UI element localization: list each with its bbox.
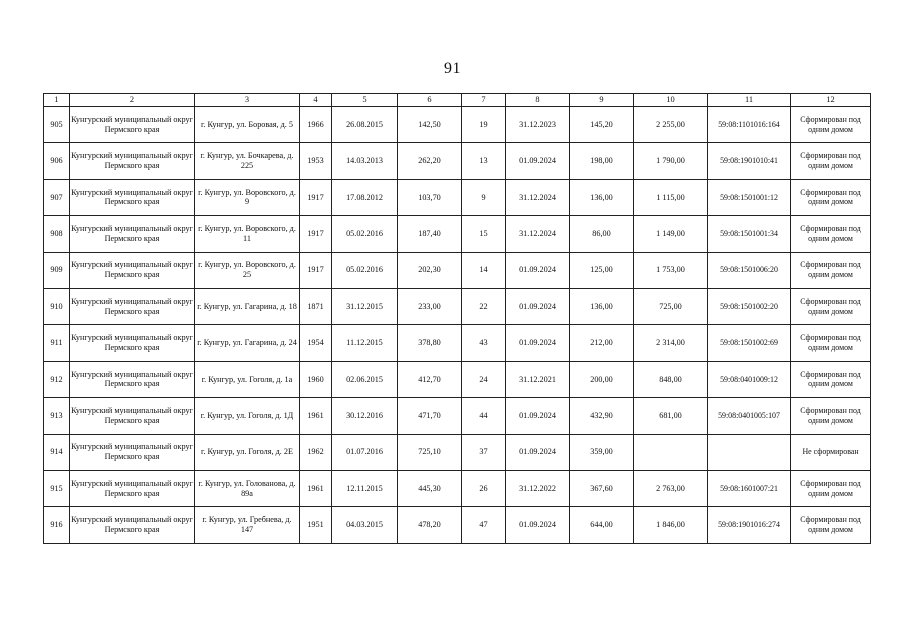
cell-term-date: 31.12.2022 xyxy=(506,470,570,506)
cell-build-year: 1961 xyxy=(300,398,332,434)
cell-address: г. Кунгур, ул. Гоголя, д. 1а xyxy=(195,361,300,397)
cell-cadastral-number: 59:08:1501001:12 xyxy=(708,179,791,215)
cell-area-2: 125,00 xyxy=(570,252,634,288)
table-row xyxy=(44,398,871,434)
cell-municipality: Кунгурский муниципальный округ Пермского края xyxy=(70,507,195,543)
cell-address: г. Кунгур, ул. Голованова, д. 89а xyxy=(195,470,300,506)
cell-area: 445,30 xyxy=(398,470,462,506)
cell-area: 478,20 xyxy=(398,507,462,543)
cell-count: 9 xyxy=(462,179,506,215)
cell-area-2: 136,00 xyxy=(570,179,634,215)
cell-area-2: 212,00 xyxy=(570,325,634,361)
cell-municipality: Кунгурский муниципальный округ Пермского края xyxy=(70,361,195,397)
cell-address: г. Кунгур, ул. Гагарина, д. 24 xyxy=(195,325,300,361)
cell-municipality: Кунгурский муниципальный округ Пермского края xyxy=(70,398,195,434)
cell-municipality: Кунгурский муниципальный округ Пермского края xyxy=(70,107,195,143)
column-header-3: 3 xyxy=(195,94,300,107)
cell-status: Не сформирован xyxy=(791,434,871,470)
cell-row-number: 912 xyxy=(44,361,70,397)
cell-address: г. Кунгур, ул. Гоголя, д. 2Е xyxy=(195,434,300,470)
column-header-6: 6 xyxy=(398,94,462,107)
table-row xyxy=(44,288,871,324)
cell-status: Сформирован под одним домом xyxy=(791,252,871,288)
cell-build-year: 1961 xyxy=(300,470,332,506)
cell-date: 12.11.2015 xyxy=(332,470,398,506)
cell-row-number: 911 xyxy=(44,325,70,361)
cell-row-number: 905 xyxy=(44,107,70,143)
cell-build-year: 1962 xyxy=(300,434,332,470)
cell-cadastral-number xyxy=(708,434,791,470)
table-body xyxy=(44,107,871,544)
cell-area-2: 198,00 xyxy=(570,143,634,179)
cell-address: г. Кунгур, ул. Бочкарева, д. 225 xyxy=(195,143,300,179)
cell-row-number: 908 xyxy=(44,216,70,252)
column-header-10: 10 xyxy=(634,94,708,107)
cell-land-area: 2 314,00 xyxy=(634,325,708,361)
cell-count: 19 xyxy=(462,107,506,143)
cell-area: 142,50 xyxy=(398,107,462,143)
cell-build-year: 1953 xyxy=(300,143,332,179)
cell-status: Сформирован под одним домом xyxy=(791,361,871,397)
column-header-12: 12 xyxy=(791,94,871,107)
cell-build-year: 1951 xyxy=(300,507,332,543)
cell-row-number: 910 xyxy=(44,288,70,324)
cell-date: 31.12.2015 xyxy=(332,288,398,324)
cell-area: 202,30 xyxy=(398,252,462,288)
cell-land-area: 2 763,00 xyxy=(634,470,708,506)
cell-cadastral-number: 59:08:1501002:69 xyxy=(708,325,791,361)
cell-row-number: 914 xyxy=(44,434,70,470)
cell-status: Сформирован под одним домом xyxy=(791,107,871,143)
cell-land-area: 1 846,00 xyxy=(634,507,708,543)
cell-address: г. Кунгур, ул. Гоголя, д. 1Д xyxy=(195,398,300,434)
cell-land-area: 725,00 xyxy=(634,288,708,324)
cell-date: 01.07.2016 xyxy=(332,434,398,470)
cell-term-date: 31.12.2023 xyxy=(506,107,570,143)
table-row xyxy=(44,252,871,288)
cell-area-2: 200,00 xyxy=(570,361,634,397)
cell-area-2: 86,00 xyxy=(570,216,634,252)
cell-row-number: 916 xyxy=(44,507,70,543)
cell-date: 14.03.2013 xyxy=(332,143,398,179)
cell-status: Сформирован под одним домом xyxy=(791,216,871,252)
column-header-2: 2 xyxy=(70,94,195,107)
cell-area: 412,70 xyxy=(398,361,462,397)
cell-term-date: 01.09.2024 xyxy=(506,288,570,324)
cell-municipality: Кунгурский муниципальный округ Пермского края xyxy=(70,143,195,179)
cell-term-date: 01.09.2024 xyxy=(506,325,570,361)
cell-status: Сформирован под одним домом xyxy=(791,288,871,324)
cell-area-2: 136,00 xyxy=(570,288,634,324)
cell-count: 44 xyxy=(462,398,506,434)
cell-cadastral-number: 59:08:0401005:107 xyxy=(708,398,791,434)
cell-date: 05.02.2016 xyxy=(332,216,398,252)
cell-row-number: 913 xyxy=(44,398,70,434)
cell-address: г. Кунгур, ул. Воровского, д. 9 xyxy=(195,179,300,215)
cell-build-year: 1917 xyxy=(300,216,332,252)
cell-term-date: 01.09.2024 xyxy=(506,252,570,288)
cell-area: 187,40 xyxy=(398,216,462,252)
cell-municipality: Кунгурский муниципальный округ Пермского края xyxy=(70,434,195,470)
cell-municipality: Кунгурский муниципальный округ Пермского края xyxy=(70,216,195,252)
cell-build-year: 1954 xyxy=(300,325,332,361)
cell-count: 14 xyxy=(462,252,506,288)
cell-status: Сформирован под одним домом xyxy=(791,470,871,506)
cell-cadastral-number: 59:08:1501002:20 xyxy=(708,288,791,324)
cell-status: Сформирован под одним домом xyxy=(791,325,871,361)
cell-cadastral-number: 59:08:1101016:164 xyxy=(708,107,791,143)
cell-count: 37 xyxy=(462,434,506,470)
cell-area: 725,10 xyxy=(398,434,462,470)
column-header-1: 1 xyxy=(44,94,70,107)
cell-term-date: 01.09.2024 xyxy=(506,434,570,470)
cell-term-date: 31.12.2024 xyxy=(506,216,570,252)
table-row xyxy=(44,107,871,143)
cell-cadastral-number: 59:08:1901016:274 xyxy=(708,507,791,543)
cell-address: г. Кунгур, ул. Гребнева, д. 147 xyxy=(195,507,300,543)
cell-area: 233,00 xyxy=(398,288,462,324)
cell-area: 103,70 xyxy=(398,179,462,215)
cell-build-year: 1960 xyxy=(300,361,332,397)
cell-count: 26 xyxy=(462,470,506,506)
column-number-row xyxy=(44,94,871,107)
cell-date: 02.06.2015 xyxy=(332,361,398,397)
cell-count: 15 xyxy=(462,216,506,252)
column-header-4: 4 xyxy=(300,94,332,107)
cell-term-date: 01.09.2024 xyxy=(506,398,570,434)
column-header-7: 7 xyxy=(462,94,506,107)
cell-date: 11.12.2015 xyxy=(332,325,398,361)
cell-area-2: 359,00 xyxy=(570,434,634,470)
cell-land-area: 1 115,00 xyxy=(634,179,708,215)
cell-status: Сформирован под одним домом xyxy=(791,398,871,434)
cell-build-year: 1966 xyxy=(300,107,332,143)
cell-count: 13 xyxy=(462,143,506,179)
cell-date: 05.02.2016 xyxy=(332,252,398,288)
cell-municipality: Кунгурский муниципальный округ Пермского края xyxy=(70,470,195,506)
cell-municipality: Кунгурский муниципальный округ Пермского края xyxy=(70,179,195,215)
cell-address: г. Кунгур, ул. Воровского, д. 25 xyxy=(195,252,300,288)
cell-date: 04.03.2015 xyxy=(332,507,398,543)
cell-count: 22 xyxy=(462,288,506,324)
cell-land-area: 2 255,00 xyxy=(634,107,708,143)
cell-row-number: 909 xyxy=(44,252,70,288)
housing-registry-table xyxy=(43,93,871,544)
table-row xyxy=(44,507,871,543)
cell-land-area: 1 790,00 xyxy=(634,143,708,179)
cell-area-2: 367,60 xyxy=(570,470,634,506)
table-row xyxy=(44,143,871,179)
page-number: 91 xyxy=(444,60,461,77)
cell-build-year: 1917 xyxy=(300,179,332,215)
cell-address: г. Кунгур, ул. Воровского, д. 11 xyxy=(195,216,300,252)
cell-row-number: 907 xyxy=(44,179,70,215)
cell-row-number: 906 xyxy=(44,143,70,179)
cell-municipality: Кунгурский муниципальный округ Пермского края xyxy=(70,288,195,324)
cell-cadastral-number: 59:08:1501006:20 xyxy=(708,252,791,288)
cell-status: Сформирован под одним домом xyxy=(791,143,871,179)
cell-cadastral-number: 59:08:1501001:34 xyxy=(708,216,791,252)
cell-land-area: 848,00 xyxy=(634,361,708,397)
cell-address: г. Кунгур, ул. Боровая, д. 5 xyxy=(195,107,300,143)
cell-date: 17.08.2012 xyxy=(332,179,398,215)
table-row xyxy=(44,179,871,215)
cell-term-date: 31.12.2024 xyxy=(506,179,570,215)
cell-date: 26.08.2015 xyxy=(332,107,398,143)
cell-term-date: 01.09.2024 xyxy=(506,507,570,543)
cell-municipality: Кунгурский муниципальный округ Пермского края xyxy=(70,252,195,288)
cell-land-area: 681,00 xyxy=(634,398,708,434)
cell-count: 47 xyxy=(462,507,506,543)
table-row xyxy=(44,216,871,252)
cell-count: 43 xyxy=(462,325,506,361)
cell-row-number: 915 xyxy=(44,470,70,506)
table-header xyxy=(44,94,871,107)
cell-cadastral-number: 59:08:1901010:41 xyxy=(708,143,791,179)
column-header-8: 8 xyxy=(506,94,570,107)
cell-term-date: 01.09.2024 xyxy=(506,143,570,179)
cell-term-date: 31.12.2021 xyxy=(506,361,570,397)
column-header-11: 11 xyxy=(708,94,791,107)
cell-land-area: 1 753,00 xyxy=(634,252,708,288)
cell-municipality: Кунгурский муниципальный округ Пермского края xyxy=(70,325,195,361)
cell-land-area xyxy=(634,434,708,470)
column-header-9: 9 xyxy=(570,94,634,107)
cell-cadastral-number: 59:08:0401009:12 xyxy=(708,361,791,397)
cell-cadastral-number: 59:08:1601007:21 xyxy=(708,470,791,506)
cell-date: 30.12.2016 xyxy=(332,398,398,434)
cell-area-2: 145,20 xyxy=(570,107,634,143)
cell-status: Сформирован под одним домом xyxy=(791,507,871,543)
cell-area-2: 432,90 xyxy=(570,398,634,434)
table-row xyxy=(44,434,871,470)
cell-address: г. Кунгур, ул. Гагарина, д. 18 xyxy=(195,288,300,324)
table-row xyxy=(44,470,871,506)
column-header-5: 5 xyxy=(332,94,398,107)
table-row xyxy=(44,361,871,397)
cell-land-area: 1 149,00 xyxy=(634,216,708,252)
cell-build-year: 1917 xyxy=(300,252,332,288)
cell-area-2: 644,00 xyxy=(570,507,634,543)
cell-area: 471,70 xyxy=(398,398,462,434)
cell-area: 262,20 xyxy=(398,143,462,179)
cell-count: 24 xyxy=(462,361,506,397)
cell-status: Сформирован под одним домом xyxy=(791,179,871,215)
cell-area: 378,80 xyxy=(398,325,462,361)
cell-build-year: 1871 xyxy=(300,288,332,324)
table-row xyxy=(44,325,871,361)
